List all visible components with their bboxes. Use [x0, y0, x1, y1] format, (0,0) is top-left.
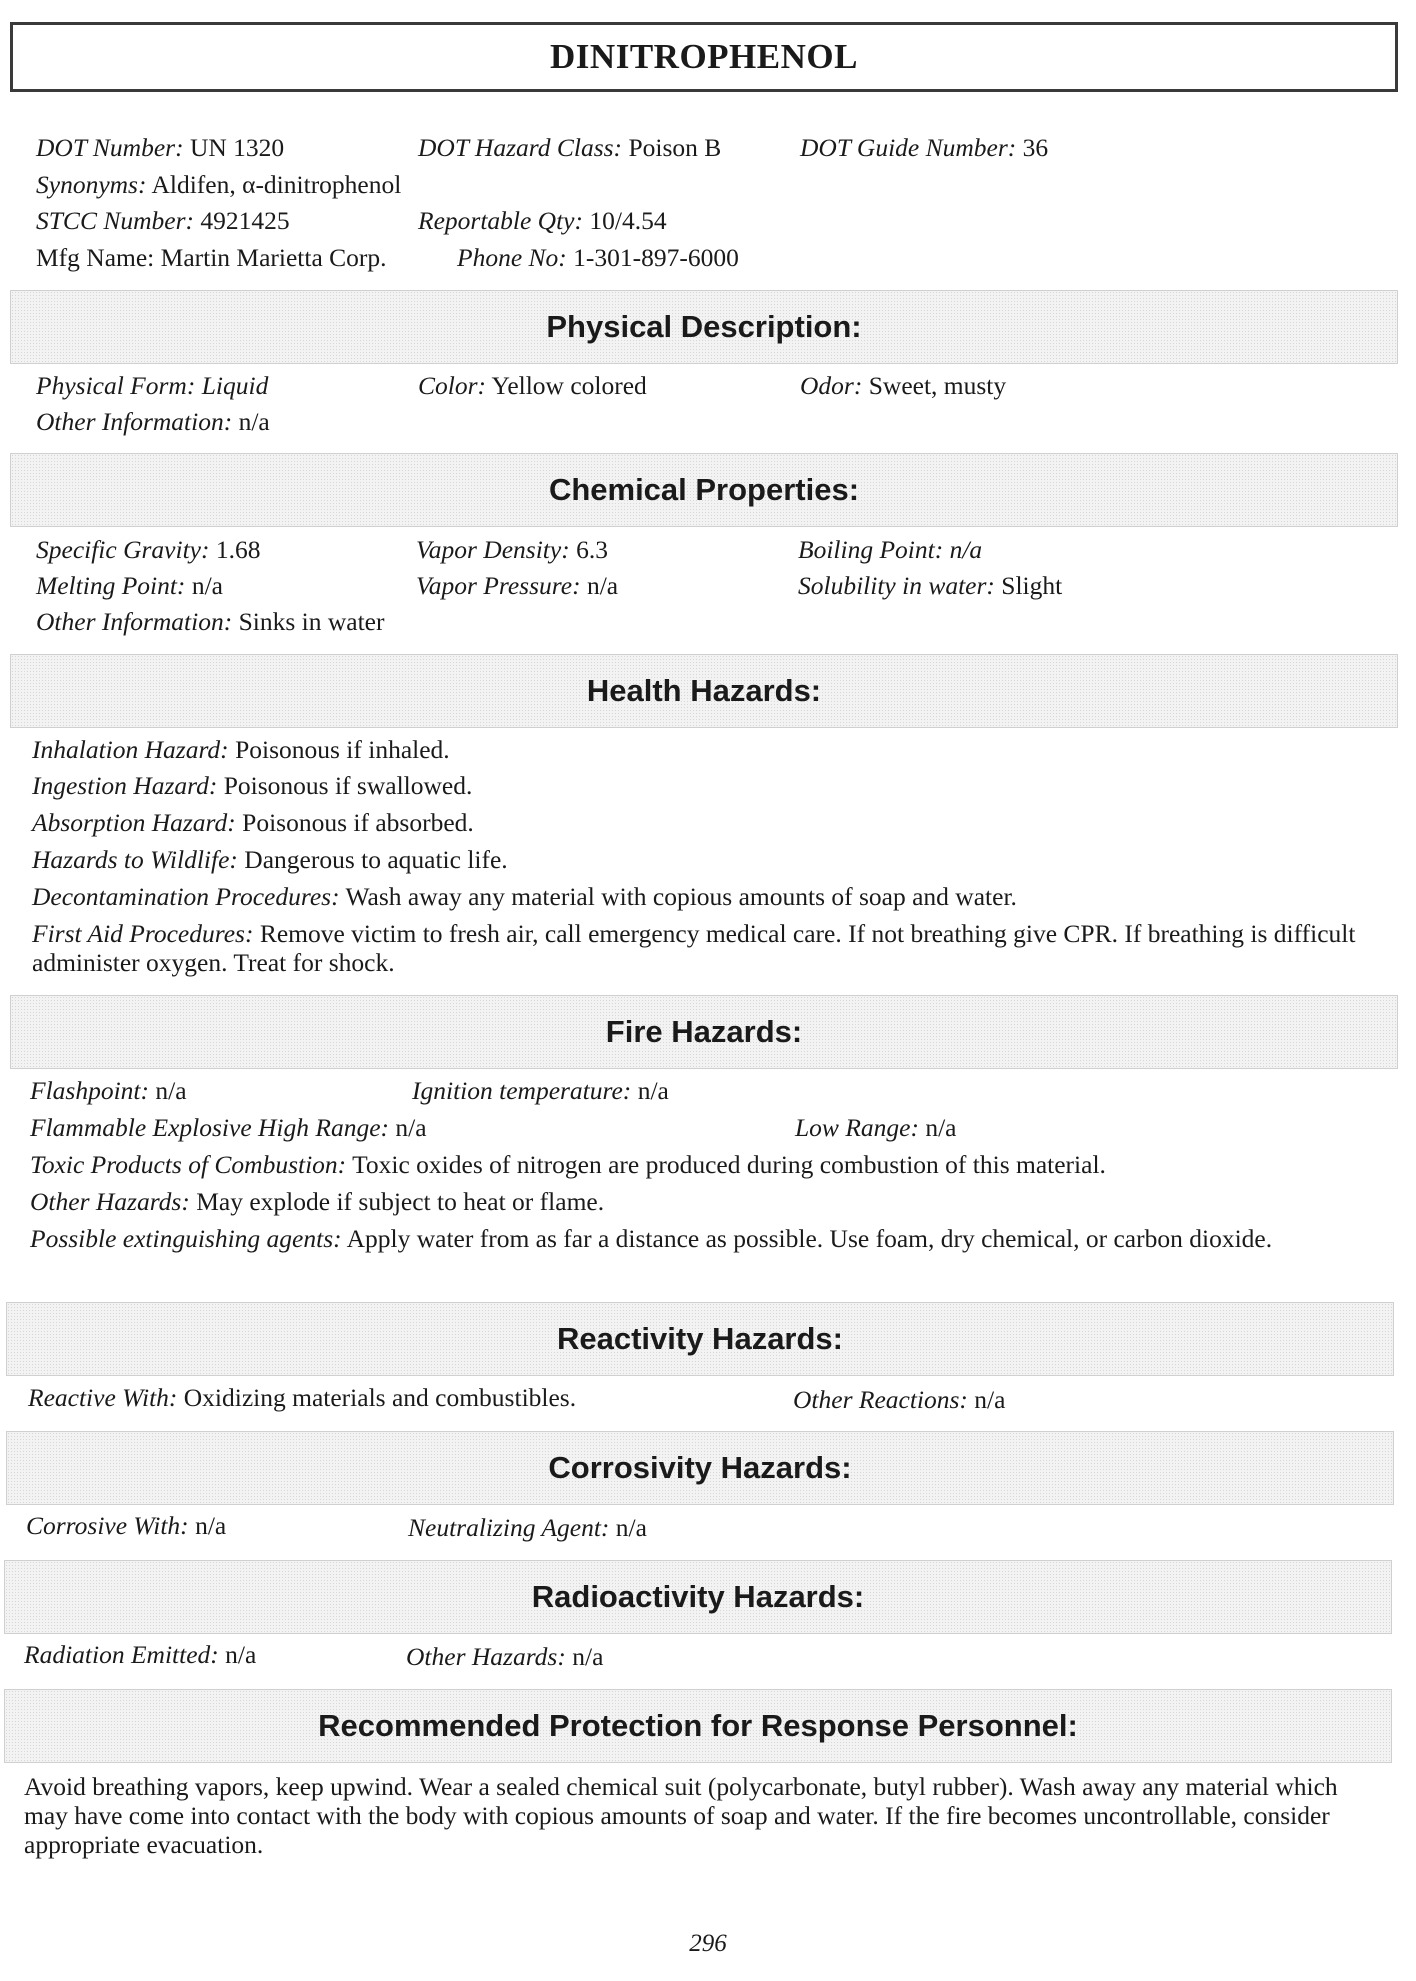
- neutralizing-agent-line: Neutralizing Agent: n/a: [408, 1513, 647, 1542]
- section-health: [10, 654, 1398, 728]
- section-reactivity: [6, 1302, 1394, 1376]
- chemical-other-line: Other Information: Sinks in water: [36, 607, 385, 636]
- section-heading: Fire Hazards:: [605, 1014, 803, 1049]
- mfg-line: Mfg Name: Martin Marietta Corp.: [36, 243, 387, 272]
- dot-hazard-class-line: DOT Hazard Class: Poison B: [418, 133, 722, 162]
- radiation-emitted-line: Radiation Emitted: n/a: [24, 1640, 257, 1669]
- section-heading: Health Hazards:: [586, 673, 822, 708]
- toxic-products-line: Toxic Products of Combustion: Toxic oxides of nitrogen are produced during combustion of this material.: [30, 1150, 1106, 1179]
- fire-other-hazards-line: Other Hazards: May explode if subject to heat or flame.: [30, 1187, 605, 1216]
- dot-number-line: DOT Number: UN 1320: [36, 133, 285, 162]
- section-heading: Reactivity Hazards:: [556, 1321, 843, 1356]
- phone-line: Phone No: 1-301-897-6000: [457, 243, 739, 272]
- synonyms-line: Synonyms: Aldifen, α-dinitrophenol: [36, 170, 402, 199]
- section-corrosivity: [6, 1431, 1394, 1505]
- solubility-line: Solubility in water: Slight: [798, 571, 1063, 600]
- section-protection: [4, 1689, 1392, 1763]
- section-heading: Chemical Properties:: [548, 472, 860, 507]
- decontamination-line: Decontamination Procedures: Wash away any material with copious amounts of soap and water.: [32, 882, 1017, 911]
- physical-form-line: Physical Form: Liquid: [36, 371, 269, 400]
- section-fire: [10, 995, 1398, 1069]
- inhalation-line: Inhalation Hazard: Poisonous if inhaled.: [32, 735, 450, 764]
- document-title: DINITROPHENOL: [550, 37, 858, 76]
- vapor-pressure-line: Vapor Pressure: n/a: [416, 571, 619, 600]
- specific-gravity-line: Specific Gravity: 1.68: [36, 535, 261, 564]
- radio-other-hazards-line: Other Hazards: n/a: [406, 1642, 604, 1671]
- section-physical: [10, 290, 1398, 364]
- ingestion-line: Ingestion Hazard: Poisonous if swallowed.: [32, 771, 473, 800]
- section-heading: Physical Description:: [546, 309, 862, 344]
- section-heading: Corrosivity Hazards:: [548, 1450, 852, 1485]
- odor-line: Odor: Sweet, musty: [800, 371, 1007, 400]
- absorption-line: Absorption Hazard: Poisonous if absorbed.: [32, 808, 474, 837]
- extinguishing-paragraph: Possible extinguishing agents: Apply water from as far a distance as possible. Use foam, dry chemical, or carbon dioxide.: [30, 1224, 1273, 1253]
- melting-point-line: Melting Point: n/a: [36, 571, 223, 600]
- reactive-with-line: Reactive With: Oxidizing materials and combustibles.: [28, 1383, 577, 1412]
- low-range-line: Low Range: n/a: [795, 1113, 957, 1142]
- stcc-line: STCC Number: 4921425: [36, 206, 290, 235]
- dot-guide-line: DOT Guide Number: 36: [800, 133, 1049, 162]
- section-heading: Radioactivity Hazards:: [531, 1579, 865, 1614]
- reportable-line: Reportable Qty: 10/4.54: [418, 206, 667, 235]
- corrosive-with-line: Corrosive With: n/a: [26, 1511, 227, 1540]
- protection-paragraph: Avoid breathing vapors, keep upwind. Wear a sealed chemical suit (polycarbonate, butyl rubber). Wash away any material which may have come into contact with the body with copious amounts of soap and water. If the fire becomes uncontrollable, consider appropriate evacuation.: [24, 1772, 1338, 1859]
- first-aid-paragraph: First Aid Procedures: Remove victim to fresh air, call emergency medical care. If not breathing give CPR. If breathing is difficult administer oxygen. Treat for shock.: [32, 919, 1356, 977]
- vapor-density-line: Vapor Density: 6.3: [416, 535, 608, 564]
- flashpoint-line: Flashpoint: n/a: [30, 1076, 187, 1105]
- title-box: [10, 22, 1398, 92]
- high-range-line: Flammable Explosive High Range: n/a: [30, 1113, 427, 1142]
- page-number: 296: [689, 1930, 727, 1957]
- wildlife-line: Hazards to Wildlife: Dangerous to aquatic life.: [32, 845, 508, 874]
- other-reactions-line: Other Reactions: n/a: [793, 1385, 1006, 1414]
- boiling-point-line: Boiling Point: n/a: [798, 535, 983, 564]
- ignition-line: Ignition temperature: n/a: [412, 1076, 669, 1105]
- section-radioactivity: [4, 1560, 1392, 1634]
- section-heading: Recommended Protection for Response Personnel:: [318, 1708, 1078, 1743]
- physical-other-line: Other Information: n/a: [36, 407, 270, 436]
- section-chemical: [10, 453, 1398, 527]
- color-line: Color: Yellow colored: [418, 371, 647, 400]
